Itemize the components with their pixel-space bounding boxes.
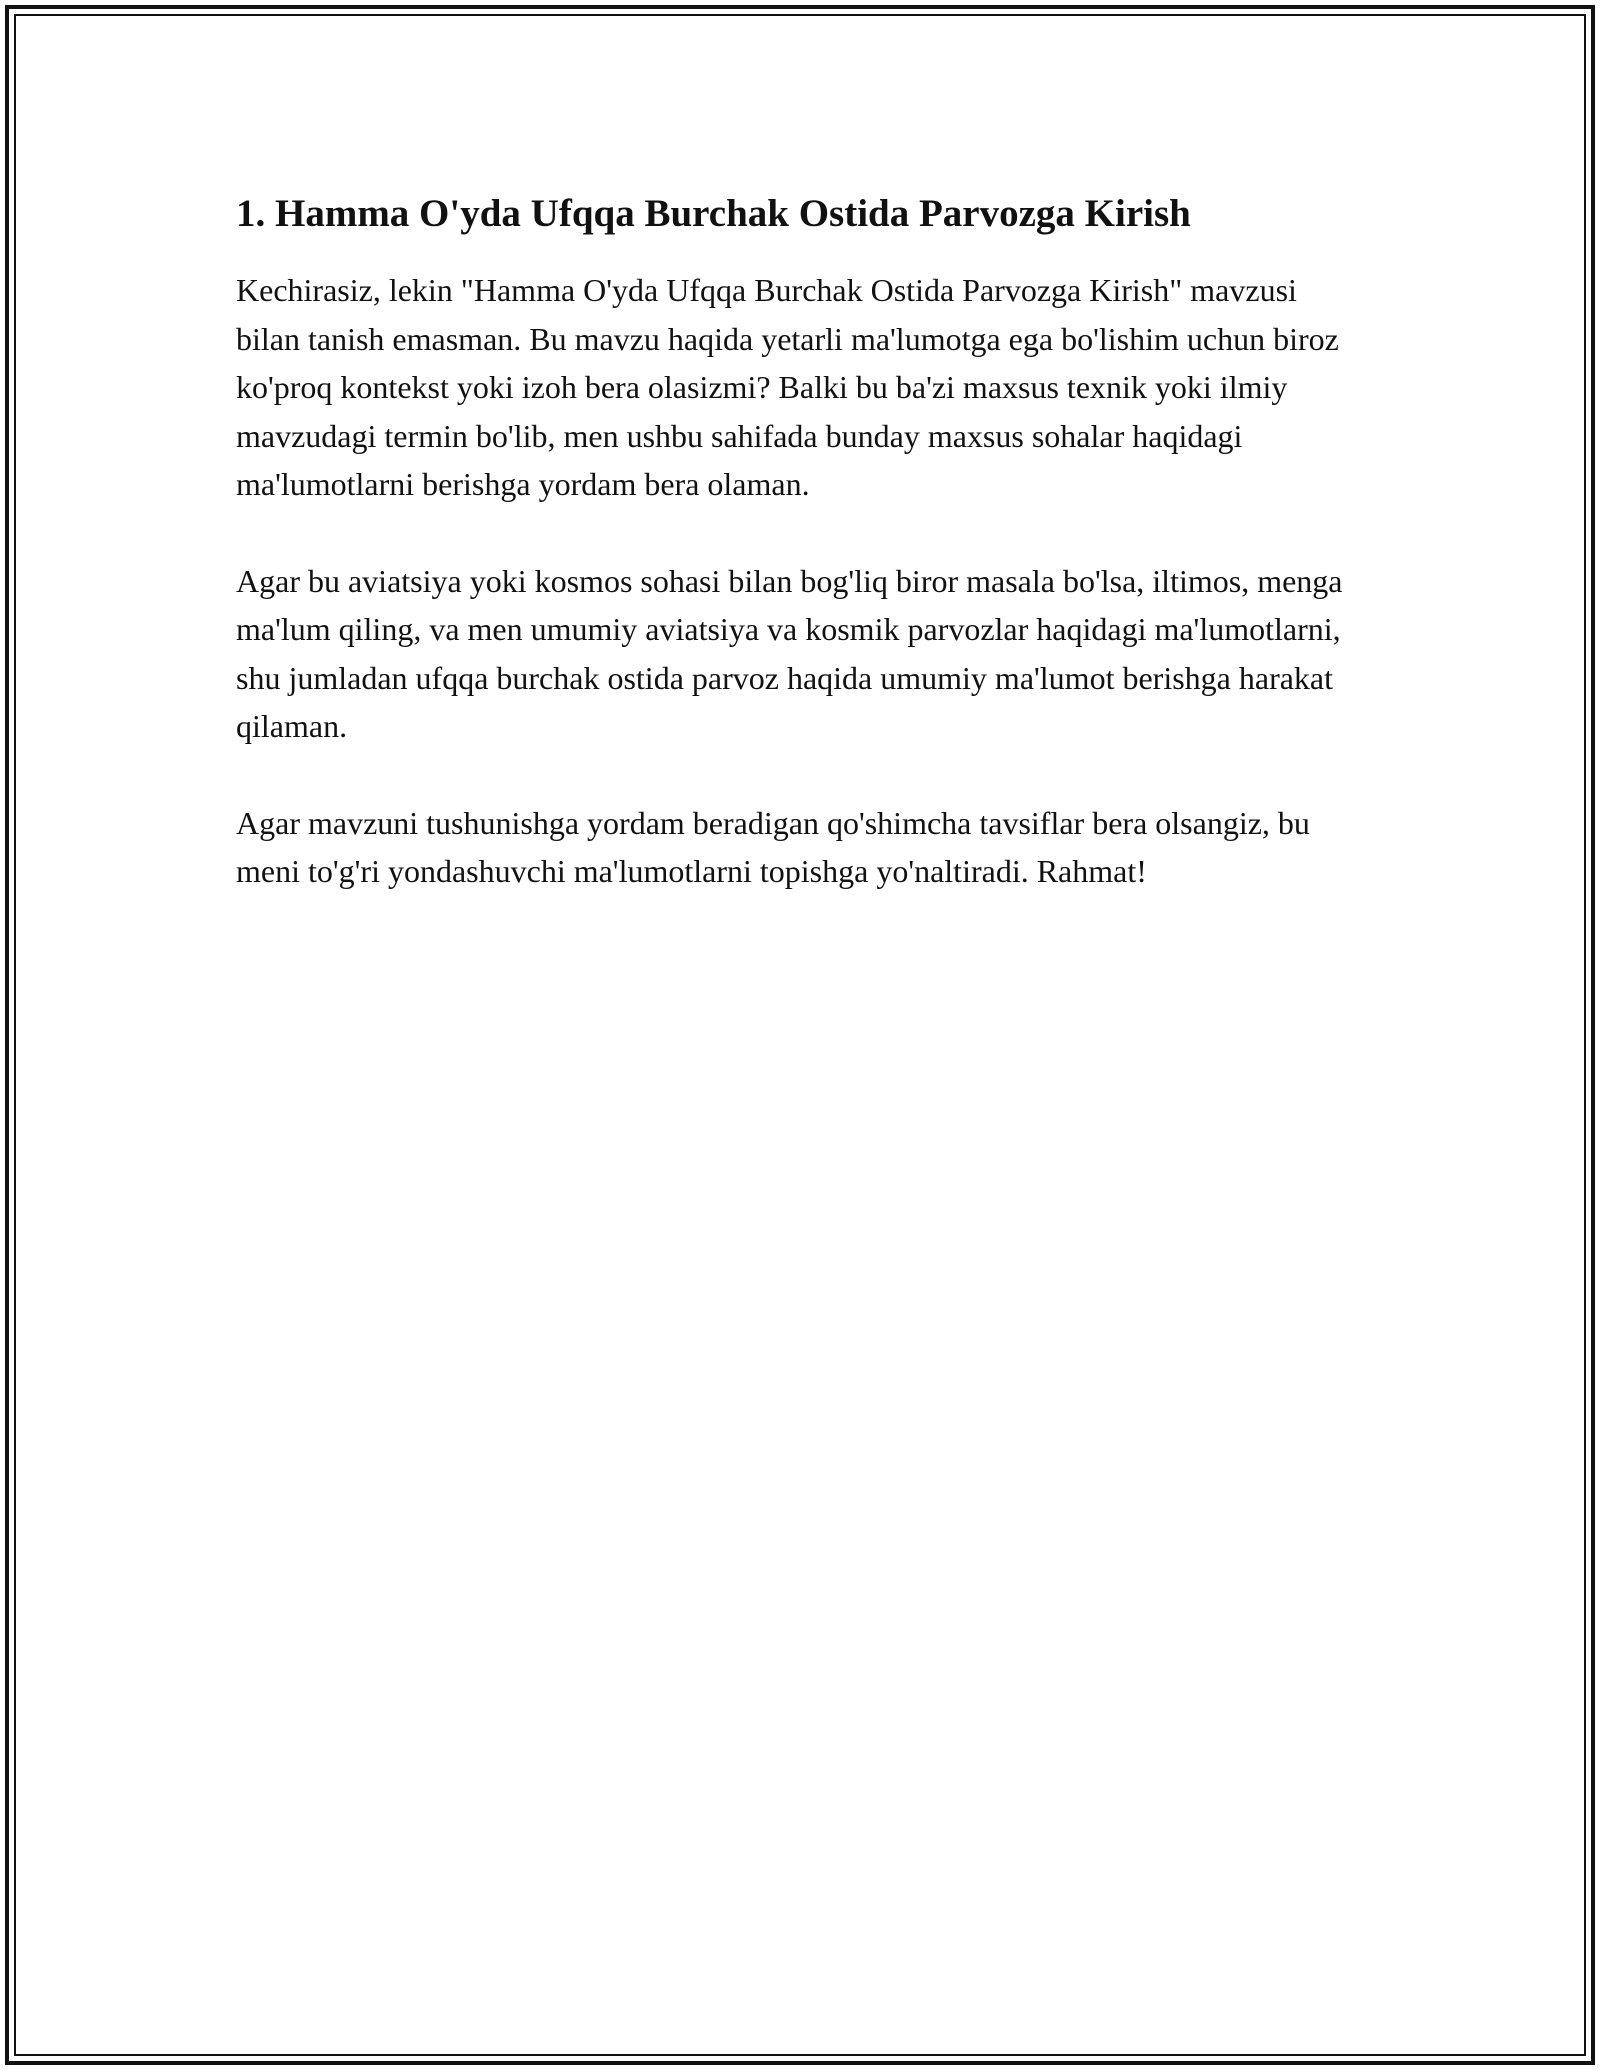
paragraph-closing: Agar mavzuni tushunishga yordam beradigan qo'shimcha tavsiflar bera olsangiz, bu meni to'g'ri yondashuvchi ma'lumotlarni topishga yo'naltiradi. Rahmat! <box>236 804 1310 889</box>
paragraph-aviation: Agar bu aviatsiya yoki kosmos sohasi bilan bog'liq biror masala bo'lsa, iltimos, menga ma'lum qiling, va men umumiy aviatsiya va kosmik parvozlar haqidagi ma'lumotlarni, shu jumladan ufqqa burchak ostida parvoz haqida umumiy ma'lumot berishga harakat qilaman. <box>236 562 1343 744</box>
document-body <box>236 186 1366 944</box>
page-title: 1. Hamma O'yda Ufqqa Burchak Ostida Parvozga Kirish <box>236 192 1191 235</box>
paragraph-apology: Kechirasiz, lekin "Hamma O'yda Ufqqa Burchak Ostida Parvozga Kirish" mavzusi bilan tanish emasman. Bu mavzu haqida yetarli ma'lumotga ega bo'lishim uchun biroz ko'proq kontekst yoki izoh bera olasizmi? Balki bu ba'zi maxsus texnik yoki ilmiy mavzudagi termin bo'lib, men ushbu sahifada bunday maxsus sohalar haqidagi ma'lumotlarni berishga yordam bera olaman. <box>236 272 1339 502</box>
